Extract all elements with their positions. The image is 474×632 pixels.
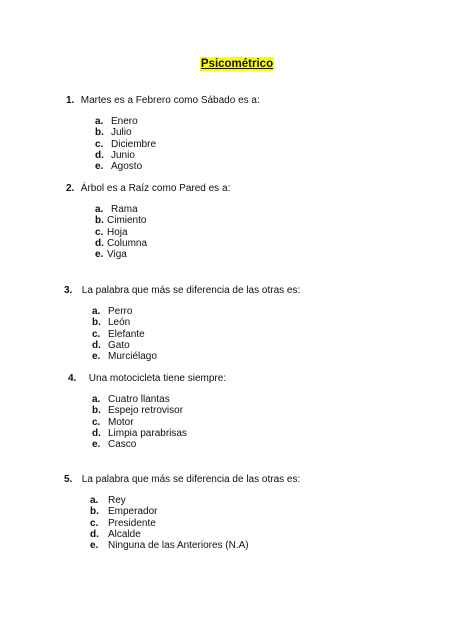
option-3c [92, 329, 145, 340]
option-2d [95, 238, 147, 249]
option-text: Cimiento [107, 215, 147, 227]
option-5b [90, 506, 157, 517]
option-text: León [108, 317, 131, 329]
option-text: Agosto [111, 161, 143, 173]
option-1b [95, 127, 132, 138]
option-letter: e. [90, 540, 99, 552]
option-letter: d. [90, 528, 99, 540]
option-text: Limpia parabrisas [108, 427, 187, 439]
option-text: Junio [111, 149, 135, 161]
question-2 [66, 183, 230, 195]
option-letter: c. [92, 328, 101, 340]
question-number: 1. [66, 95, 75, 106]
question-text: La palabra que más se diferencia de las otras es: [81, 285, 301, 296]
option-text: Espejo retrovisor [108, 405, 184, 417]
question-number: 4. [68, 373, 77, 384]
option-text: Presidente [108, 517, 156, 529]
option-letter: c. [95, 138, 104, 150]
question-5 [64, 474, 300, 486]
option-2e [95, 249, 127, 260]
question-text: La palabra que más se diferencia de las otras es: [81, 474, 301, 485]
option-text: Perro [108, 306, 133, 317]
option-letter: b. [95, 127, 104, 139]
option-text: Emperador [108, 506, 158, 518]
option-letter: a. [95, 116, 104, 127]
question-number: 5. [64, 474, 73, 485]
option-letter: d. [92, 427, 101, 439]
option-letter: a. [90, 495, 99, 506]
option-5e [90, 540, 249, 551]
option-letter: b. [95, 215, 104, 227]
option-5d [90, 529, 141, 540]
option-letter: a. [92, 394, 101, 405]
option-text: Enero [111, 116, 138, 127]
option-4c [92, 417, 134, 428]
option-letter: c. [92, 416, 101, 428]
option-text: Murciélago [108, 351, 157, 363]
option-1d [95, 150, 135, 161]
option-3b [92, 317, 130, 328]
option-letter: e. [95, 161, 104, 173]
option-letter: c. [90, 517, 99, 529]
question-number: 2. [66, 183, 75, 194]
option-4e [92, 439, 136, 450]
question-text: Árbol es a Raíz como Pared es a: [80, 183, 231, 194]
option-letter: d. [95, 237, 104, 249]
question-1 [66, 95, 260, 107]
option-letter: b. [92, 405, 101, 417]
option-2a [95, 204, 138, 215]
option-text: Viga [107, 249, 127, 261]
option-text: Motor [108, 416, 134, 428]
option-letter: e. [92, 439, 101, 451]
option-3e [92, 351, 157, 362]
option-4a [92, 394, 170, 405]
question-3 [64, 285, 300, 297]
question-number: 3. [64, 285, 73, 296]
option-5c [90, 518, 156, 529]
option-2b [95, 215, 146, 226]
option-letter: b. [92, 317, 101, 329]
option-1c [95, 139, 156, 150]
option-text: Julio [111, 127, 132, 139]
question-4 [68, 373, 226, 385]
option-text: Casco [108, 439, 137, 451]
page-title: Psicométrico [200, 58, 274, 70]
option-text: Alcalde [108, 528, 141, 540]
option-text: Cuatro llantas [108, 394, 170, 405]
option-2c [95, 227, 128, 238]
option-1a [95, 116, 138, 127]
option-letter: e. [92, 351, 101, 363]
option-text: Diciembre [111, 138, 157, 150]
option-3a [92, 306, 132, 317]
option-3d [92, 340, 130, 351]
question-text: Una motocicleta tiene siempre: [88, 373, 227, 384]
option-4b [92, 405, 183, 416]
option-letter: d. [95, 149, 104, 161]
option-text: Rama [111, 204, 138, 215]
title-container [0, 54, 474, 72]
option-text: Columna [107, 237, 148, 249]
option-letter: a. [95, 204, 104, 215]
option-letter: b. [90, 506, 99, 518]
option-1e [95, 161, 142, 172]
question-text: Martes es a Febrero como Sábado es a: [80, 95, 260, 106]
option-5a [90, 495, 126, 506]
option-4d [92, 428, 187, 439]
option-letter: a. [92, 306, 101, 317]
option-text: Hoja [107, 226, 128, 238]
option-text: Gato [108, 339, 130, 351]
option-text: Ninguna de las Anteriores (N.A) [108, 540, 249, 552]
option-letter: e. [95, 249, 104, 261]
option-letter: d. [92, 339, 101, 351]
option-text: Rey [108, 495, 126, 506]
option-text: Elefante [108, 328, 145, 340]
option-letter: c. [95, 226, 104, 238]
